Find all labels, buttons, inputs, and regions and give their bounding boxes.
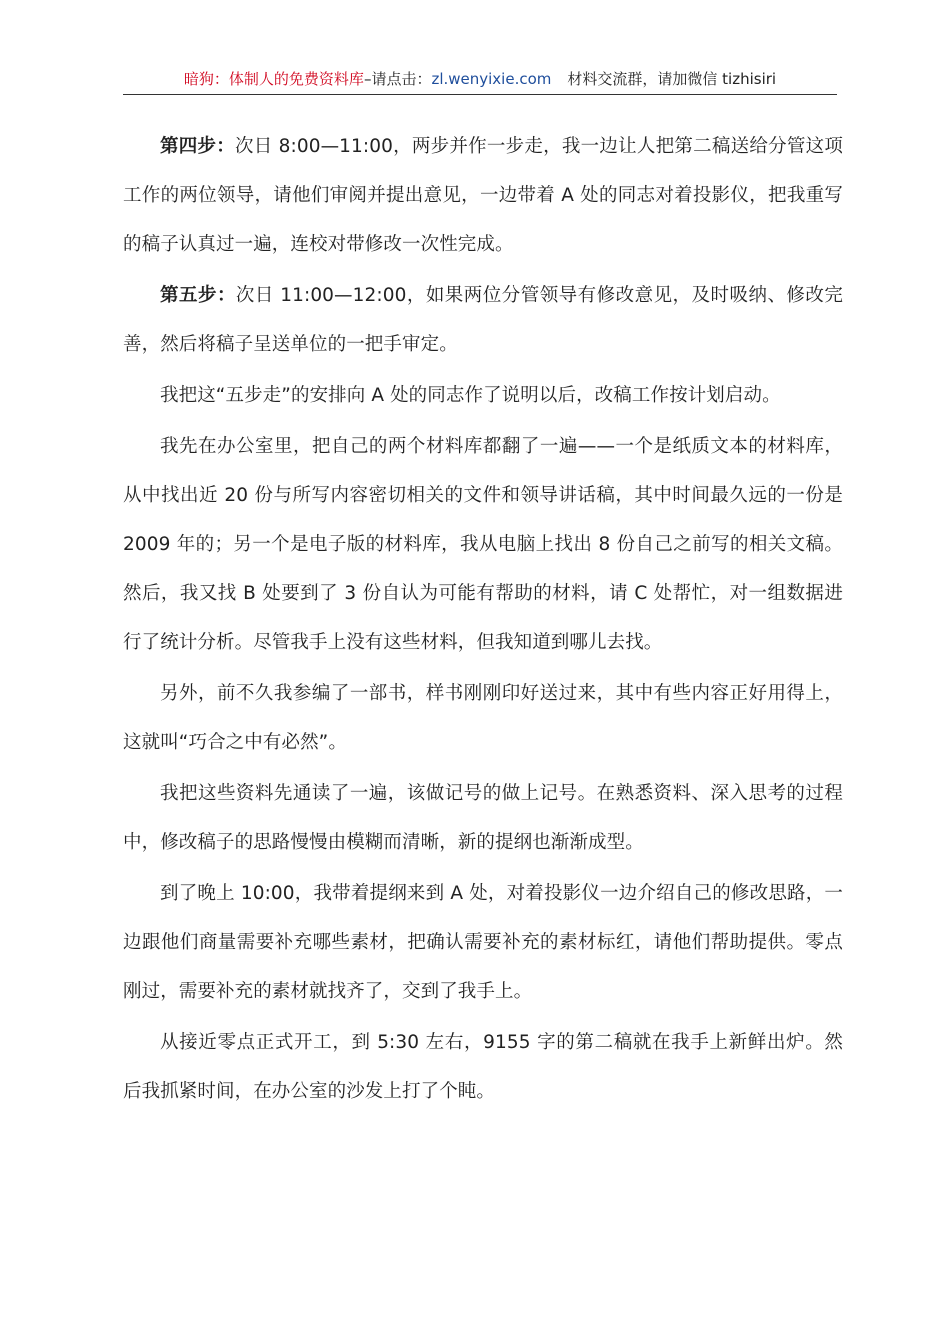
page-header [123, 68, 837, 95]
step-label: 第五步： [160, 285, 236, 306]
paragraph-text: 次日 8:00—11:00，两步并作一步走，我一边让人把第二稿送给分管这项工作的两位领导，请他们审阅并提出意见，一边带着 A 处的同志对着投影仪，把我重写的稿子认真过一遍，连校对带修改一次性完成。 [123, 136, 843, 255]
paragraph [123, 769, 843, 867]
paragraph-text: 到了晚上 10:00，我带着提纲来到 A 处，对着投影仪一边介绍自己的修改思路，一边跟他们商量需要补充哪些素材，把确认需要补充的素材标红，请他们帮助提供。零点刚过，需要补充的素材就找齐了，交到了我手上。 [123, 883, 843, 1002]
step-label: 第四步： [160, 136, 235, 157]
header-wechat-note: 材料交流群，请加微信 tizhisiri [567, 70, 777, 88]
paragraph-text: 我把这些资料先通读了一遍，该做记号的做上记号。在熟悉资料、深入思考的过程中，修改稿子的思路慢慢由模糊而清晰，新的提纲也渐渐成型。 [123, 783, 843, 853]
header-brand: 暗狗：体制人的免费资料库 [183, 70, 364, 88]
paragraph-text: 我把这“五步走”的安排向 A 处的同志作了说明以后，改稿工作按计划启动。 [160, 385, 781, 406]
paragraph [123, 122, 843, 269]
paragraph-text: 我先在办公室里，把自己的两个材料库都翻了一遍——一个是纸质文本的材料库，从中找出近 20 份与所写内容密切相关的文件和领导讲话稿，其中时间最久远的一份是 2009 年的；另一个是电子版的材料库，我从电脑上找出 8 份自己之前写的相关文稿。然后，我又找 B 处要到了 3 份自认为可能有帮助的材料，请 C 处帮忙，对一组数据进行了统计分析。尽管我手上没有这些材料，但我知道到哪儿去找。 [123, 436, 843, 653]
header-click-prefix: –请点击： [363, 70, 432, 88]
paragraph-text: 另外，前不久我参编了一部书，样书刚刚印好送过来，其中有些内容正好用得上，这就叫“巧合之中有必然”。 [123, 683, 843, 753]
document-body [123, 122, 843, 1118]
paragraph [123, 669, 843, 767]
paragraph [123, 869, 843, 1016]
paragraph-text: 次日 11:00—12:00，如果两位分管领导有修改意见，及时吸纳、修改完善，然后将稿子呈送单位的一把手审定。 [123, 285, 843, 355]
paragraph [123, 422, 843, 667]
header-url-link[interactable]: zl.wenyixie.com [431, 70, 552, 88]
paragraph [123, 371, 843, 420]
paragraph [123, 271, 843, 369]
paragraph [123, 1018, 843, 1116]
paragraph-text: 从接近零点正式开工，到 5:30 左右，9155 字的第二稿就在我手上新鲜出炉。然后我抓紧时间，在办公室的沙发上打了个盹。 [123, 1032, 843, 1102]
